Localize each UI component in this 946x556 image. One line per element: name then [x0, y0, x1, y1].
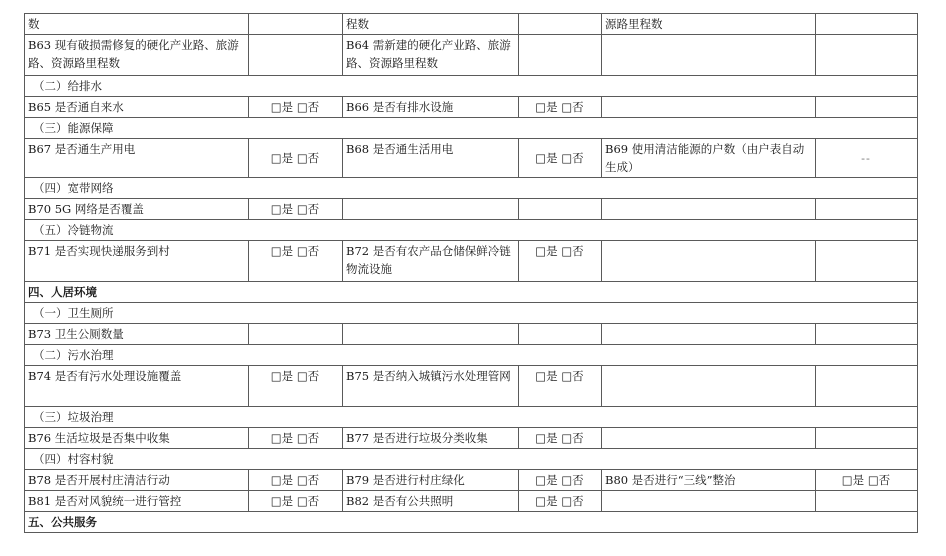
- section-row: [25, 512, 918, 533]
- label-b67: B67 是否通生产用电: [25, 139, 249, 178]
- label-b78: B78 是否开展村庄清洁行动: [25, 470, 249, 491]
- header-cell-3: 程数: [343, 14, 519, 35]
- label-b79: B79 是否进行村庄绿化: [343, 470, 519, 491]
- label-b73: B73 卫生公厕数量: [25, 324, 249, 345]
- section-row: [25, 449, 918, 470]
- yes-no-checkbox-b75[interactable]: □是 □否: [519, 366, 602, 407]
- empty-cell: [816, 199, 918, 220]
- auto-value-b69: --: [816, 139, 918, 178]
- table-row: [25, 139, 918, 178]
- yes-no-checkbox-b82[interactable]: □是 □否: [519, 491, 602, 512]
- empty-cell: [343, 199, 519, 220]
- section-coldchain: （五）冷链物流: [25, 220, 918, 241]
- empty-cell: [816, 35, 918, 76]
- label-b82: B82 是否有公共照明: [343, 491, 519, 512]
- yes-no-checkbox-b70[interactable]: □是 □否: [249, 199, 343, 220]
- label-b72: B72 是否有农产品仓储保鲜冷链物流设施: [343, 241, 519, 282]
- yes-no-checkbox-b71[interactable]: □是 □否: [249, 241, 343, 282]
- empty-cell: [816, 97, 918, 118]
- empty-cell: [816, 366, 918, 407]
- section-public-services: 五、公共服务: [25, 512, 918, 533]
- section-row: [25, 76, 918, 97]
- empty-cell: [816, 241, 918, 282]
- label-b64: B64 需新建的硬化产业路、旅游路、资源路里程数: [343, 35, 519, 76]
- yes-no-checkbox-b81[interactable]: □是 □否: [249, 491, 343, 512]
- empty-cell: [816, 428, 918, 449]
- empty-cell: [602, 491, 816, 512]
- section-village-appearance: （四）村容村貌: [25, 449, 918, 470]
- empty-cell: [602, 366, 816, 407]
- header-cell-6: [816, 14, 918, 35]
- yes-no-checkbox-b79[interactable]: □是 □否: [519, 470, 602, 491]
- header-cell-2: [249, 14, 343, 35]
- header-cell-5: 源路里程数: [602, 14, 816, 35]
- section-row: [25, 303, 918, 324]
- table-row: [25, 470, 918, 491]
- section-row: [25, 118, 918, 139]
- yes-no-checkbox-b72[interactable]: □是 □否: [519, 241, 602, 282]
- label-b68: B68 是否通生活用电: [343, 139, 519, 178]
- table-row: [25, 97, 918, 118]
- empty-cell: [343, 324, 519, 345]
- table-row: [25, 35, 918, 76]
- empty-cell: [602, 428, 816, 449]
- yes-no-checkbox-b78[interactable]: □是 □否: [249, 470, 343, 491]
- yes-no-checkbox-b77[interactable]: □是 □否: [519, 428, 602, 449]
- section-row: [25, 345, 918, 366]
- label-b63: B63 现有破损需修复的硬化产业路、旅游路、资源路里程数: [25, 35, 249, 76]
- empty-cell: [602, 199, 816, 220]
- label-b70: B70 5G 网络是否覆盖: [25, 199, 249, 220]
- empty-cell: [519, 324, 602, 345]
- label-b75: B75 是否纳入城镇污水处理管网: [343, 366, 519, 407]
- section-garbage: （三）垃圾治理: [25, 407, 918, 428]
- input-b63[interactable]: [249, 35, 343, 76]
- label-b69: B69 使用清洁能源的户数（由户表自动生成）: [602, 139, 816, 178]
- empty-cell: [602, 35, 816, 76]
- label-b77: B77 是否进行垃圾分类收集: [343, 428, 519, 449]
- table-row: [25, 241, 918, 282]
- empty-cell: [602, 324, 816, 345]
- section-living-environment: 四、人居环境: [25, 282, 918, 303]
- yes-no-checkbox-b67[interactable]: □是 □否: [249, 139, 343, 178]
- section-row: [25, 178, 918, 199]
- yes-no-checkbox-b74[interactable]: □是 □否: [249, 366, 343, 407]
- survey-form-table: [24, 13, 918, 533]
- label-b71: B71 是否实现快递服务到村: [25, 241, 249, 282]
- empty-cell: [816, 324, 918, 345]
- label-b74: B74 是否有污水处理设施覆盖: [25, 366, 249, 407]
- input-b73[interactable]: [249, 324, 343, 345]
- label-b81: B81 是否对风貌统一进行管控: [25, 491, 249, 512]
- table-row: [25, 491, 918, 512]
- header-cell-1: 数: [25, 14, 249, 35]
- table-row: [25, 428, 918, 449]
- section-sewage: （二）污水治理: [25, 345, 918, 366]
- label-b65: B65 是否通自来水: [25, 97, 249, 118]
- label-b76: B76 生活垃圾是否集中收集: [25, 428, 249, 449]
- yes-no-checkbox-b66[interactable]: □是 □否: [519, 97, 602, 118]
- yes-no-checkbox-b76[interactable]: □是 □否: [249, 428, 343, 449]
- section-row: [25, 220, 918, 241]
- section-energy: （三）能源保障: [25, 118, 918, 139]
- empty-cell: [519, 199, 602, 220]
- table-row: [25, 366, 918, 407]
- section-row: [25, 282, 918, 303]
- table-row: [25, 324, 918, 345]
- empty-cell: [602, 241, 816, 282]
- header-row: [25, 14, 918, 35]
- yes-no-checkbox-b68[interactable]: □是 □否: [519, 139, 602, 178]
- section-water: （二）给排水: [25, 76, 918, 97]
- empty-cell: [602, 97, 816, 118]
- section-broadband: （四）宽带网络: [25, 178, 918, 199]
- section-row: [25, 407, 918, 428]
- table-row: [25, 199, 918, 220]
- yes-no-checkbox-b80[interactable]: □是 □否: [816, 470, 918, 491]
- label-b66: B66 是否有排水设施: [343, 97, 519, 118]
- header-cell-4: [519, 14, 602, 35]
- empty-cell: [816, 491, 918, 512]
- input-b64[interactable]: [519, 35, 602, 76]
- yes-no-checkbox-b65[interactable]: □是 □否: [249, 97, 343, 118]
- label-b80: B80 是否进行“三线”整治: [602, 470, 816, 491]
- section-toilet: （一）卫生厕所: [25, 303, 918, 324]
